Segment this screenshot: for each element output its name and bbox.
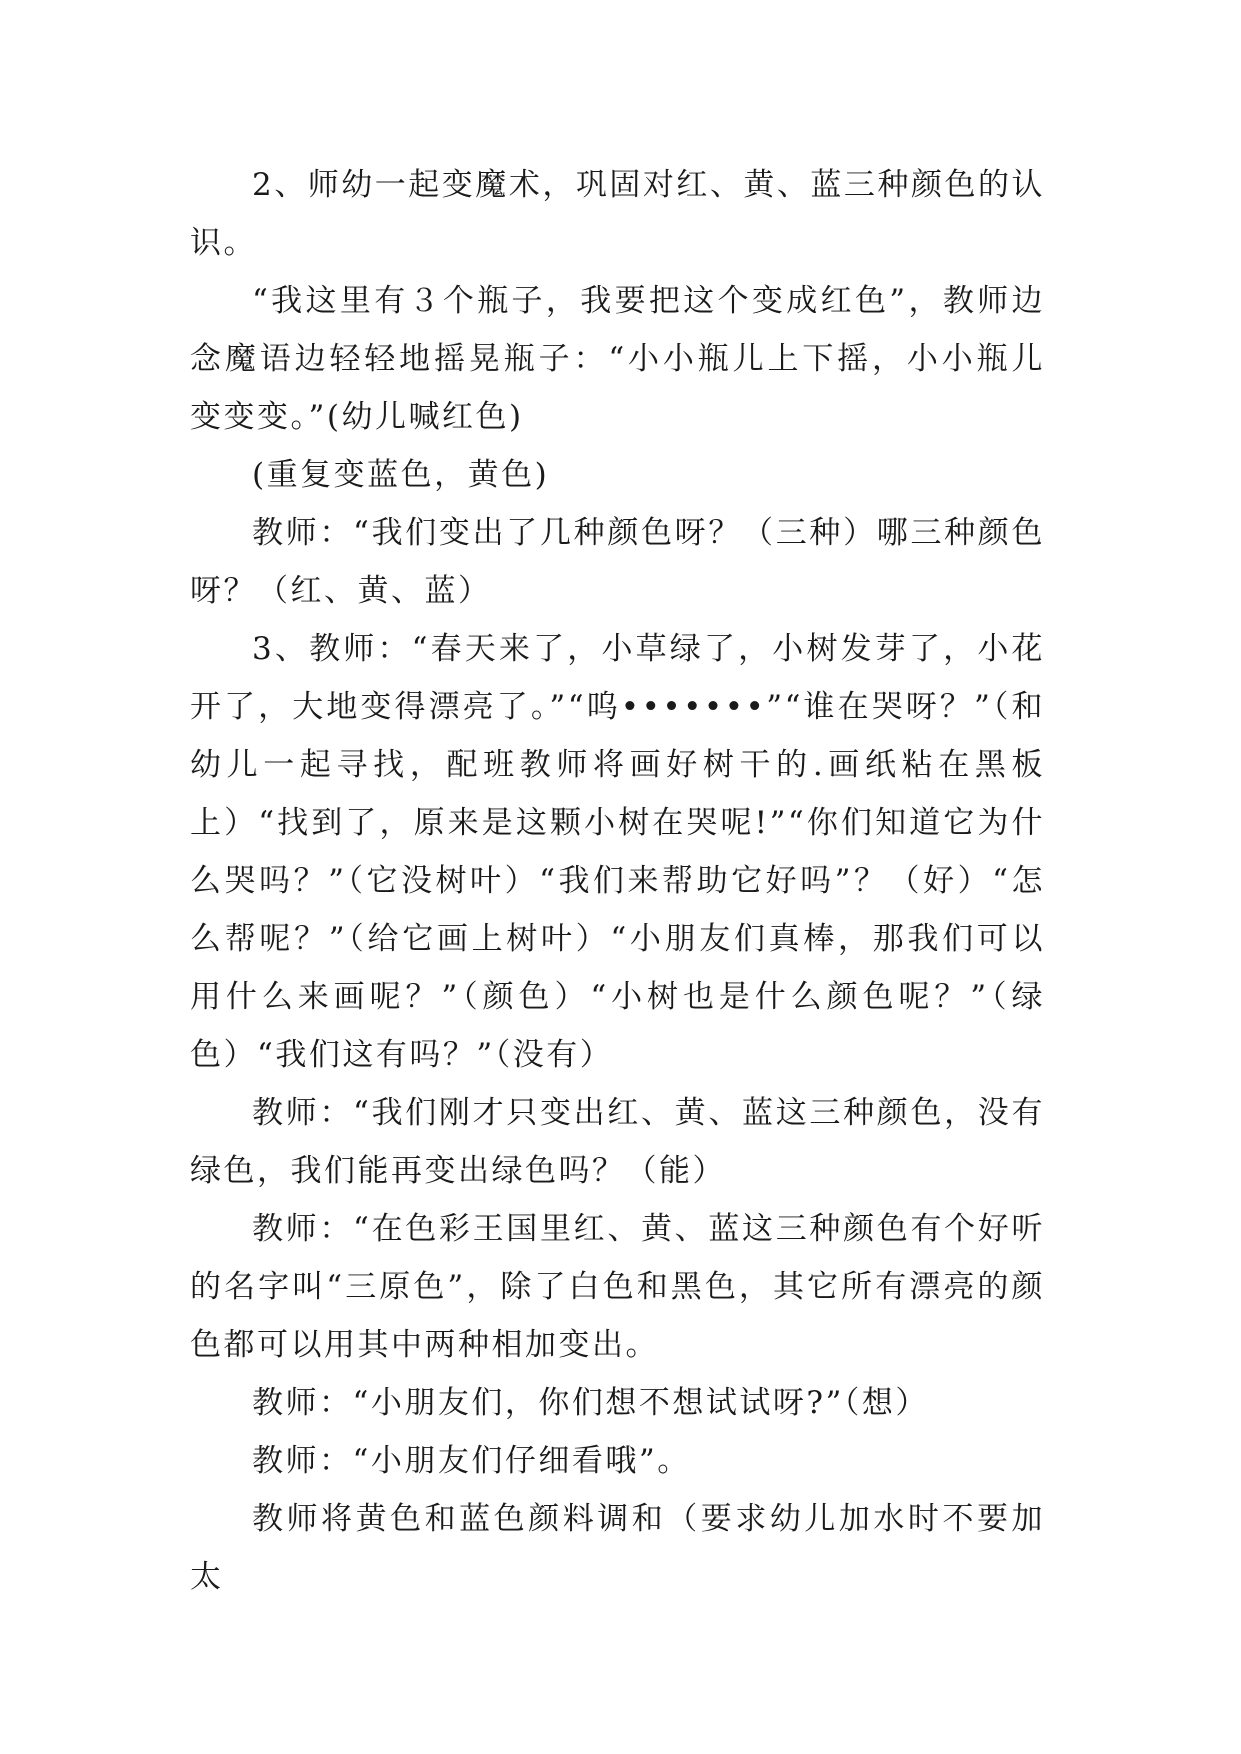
- paragraph: 教师：“我们变出了几种颜色呀？（三种）哪三种颜色呀？（红、黄、蓝）: [190, 515, 1045, 609]
- document-body: [190, 156, 1045, 1606]
- paragraph: 3、教师：“春天来了，小草绿了，小树发芽了，小花开了，大地变得漂亮了。”“呜•••••••”“谁在哭呀？”（和幼儿一起寻找，配班教师将画好树干的.画纸粘在黑板上）“找到了，原来是这颗小树在哭呢!”“你们知道它为什么哭吗？”（它没树叶）“我们来帮助它好吗”？（好）“怎么帮呢？”（给它画上树叶）“小朋友们真棒，那我们可以用什么来画呢？”（颜色）“小树也是什么颜色呢？”（绿色）“我们这有吗？”（没有）: [190, 631, 1045, 1073]
- paragraph: 2、师幼一起变魔术，巩固对红、黄、蓝三种颜色的认识。: [190, 167, 1045, 261]
- paragraph: 教师：“小朋友们仔细看哦”。: [252, 1443, 691, 1479]
- paragraph: 教师：“在色彩王国里红、黄、蓝这三种颜色有个好听的名字叫“三原色”，除了白色和黑色，其它所有漂亮的颜色都可以用其中两种相加变出。: [190, 1211, 1045, 1363]
- paragraph: 教师：“我们刚才只变出红、黄、蓝这三种颜色，没有绿色，我们能再变出绿色吗？（能）: [190, 1095, 1045, 1189]
- paragraph: “我这里有３个瓶子，我要把这个变成红色”，教师边念魔语边轻轻地摇晃瓶子：“小小瓶儿上下摇，小小瓶儿变变变。”(幼儿喊红色): [190, 283, 1045, 435]
- paragraph: 教师：“小朋友们，你们想不想试试呀?”（想）: [252, 1385, 929, 1421]
- paragraph: (重复变蓝色，黄色): [252, 457, 550, 493]
- paragraph: 教师将黄色和蓝色颜料调和（要求幼儿加水时不要加太: [190, 1501, 1045, 1595]
